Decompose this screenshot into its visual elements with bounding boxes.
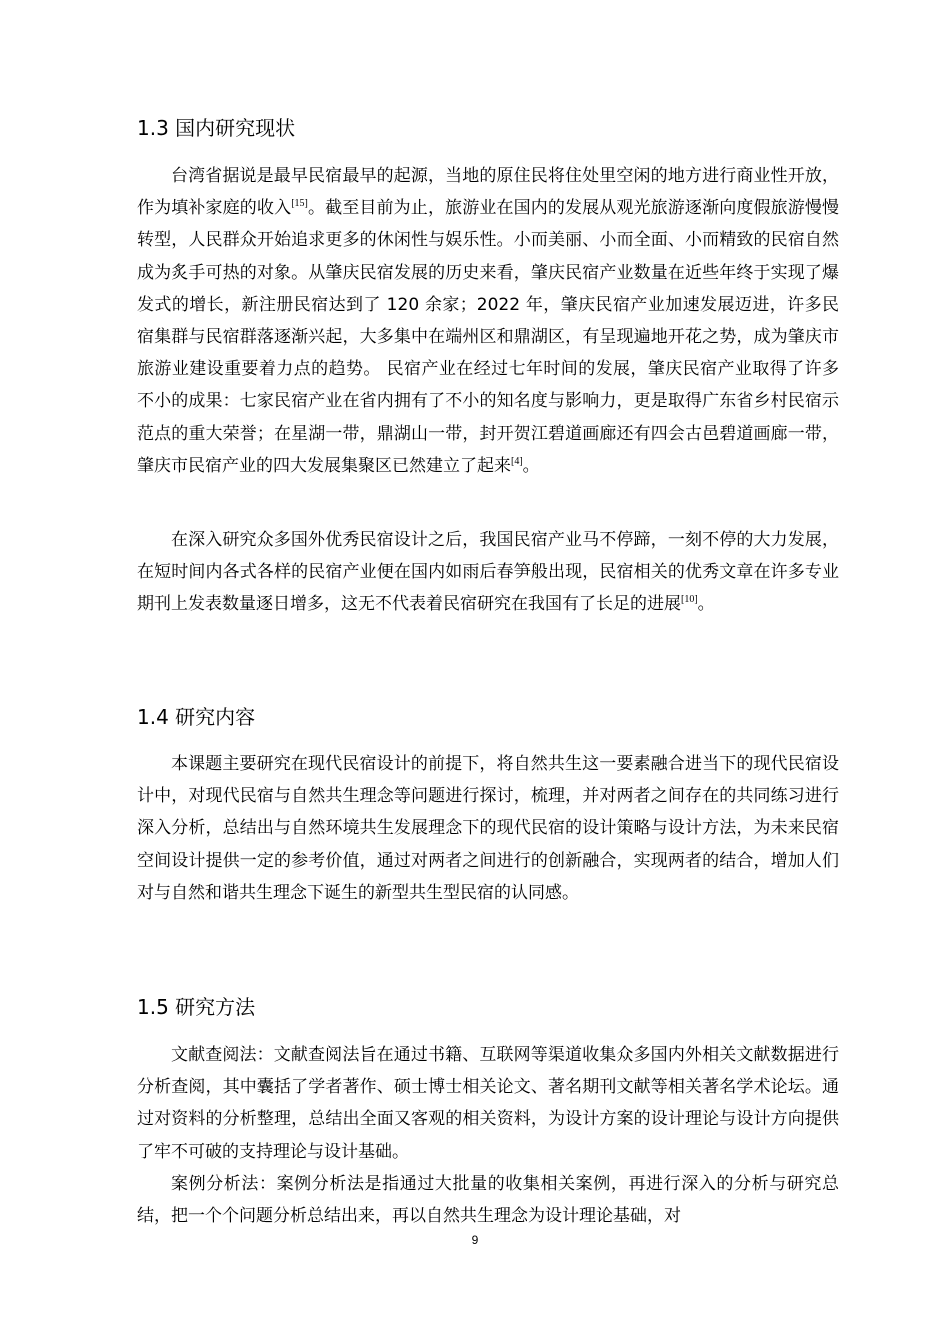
paragraph-research-content <box>137 748 839 909</box>
paragraph-domestic-research-2 <box>137 524 839 621</box>
text-run: 。 <box>522 455 540 476</box>
section-heading-1-5: 1.5 研究方法 <box>137 995 256 1019</box>
citation-ref: [10] <box>681 594 698 606</box>
page-number: 9 <box>471 1233 479 1247</box>
text-run: 本课题主要研究在现代民宿设计的前提下，将自然共生这一要素融合进当下的现代民宿设计中，对现代民宿与自然共生理念等问题进行探讨，梳理，并对两者之间存在的共同练习进行深入分析，总结出与自然环境共生发展理念下的现代民宿的设计策略与设计方法，为未来民宿空间设计提供一定的参考价值，通过对两者之间进行的创新融合，实现两者的结合，增加人们对与自然和谐共生理念下诞生的新型共生型民宿的认同感。 <box>137 754 839 903</box>
text-run: 。 <box>697 594 715 615</box>
citation-ref: [15] <box>291 198 308 210</box>
text-run: 台湾省据说是最早民宿最早的起源，当地的原住民将住处里空闲的地方进行商业性开放，作为填补家庭的收入 <box>137 166 839 219</box>
text-run: 案例分析法：案例分析法是指通过大批量的收集相关案例，再进行深入的分析与研究总结，把一个个问题分析总结出来，再以自然共生理念为设计理论基础，对 <box>137 1174 839 1227</box>
paragraph-case-analysis-method <box>137 1168 839 1232</box>
paragraph-domestic-research-1 <box>137 160 839 482</box>
text-run: 。截至目前为止，旅游业在国内的发展从观光旅游逐渐向度假旅游慢慢转型，人民群众开始追求更多的休闲性与娱乐性。小而美丽、小而全面、小而精致的民宿自然成为炙手可热的对象。从肇庆民宿发展的历史来看，肇庆民宿产业数量在近些年终于实现了爆发式的增长，新注册民宿达到了 120 余家；2022 年，肇庆民宿产业加速发展迈进，许多民宿集群与民宿群落逐渐兴起，大多集中在端州区和鼎湖区，有呈现遍地开花之势，成为肇庆市旅游业建设重要着力点的趋势。 民宿产业在经过七年时间的发展，肇庆民宿产业取得了许多不小的成果：七家民宿产业在省内拥有了不小的知名度与影响力，更是取得广东省乡村民宿示范点的重大荣誉；在星湖一带，鼎湖山一带，封开贺江碧道画廊还有四会古邑碧道画廊一带，肇庆市民宿产业的四大发展集聚区已然建立了起来 <box>137 198 840 476</box>
text-run: 在深入研究众多国外优秀民宿设计之后，我国民宿产业马不停蹄，一刻不停的大力发展，在短时间内各式各样的民宿产业便在国内如雨后春笋般出现，民宿相关的优秀文章在许多专业期刊上发表数量逐日增多，这无不代表着民宿研究在我国有了长足的进展 <box>137 530 839 615</box>
text-run: 文献查阅法：文献查阅法旨在通过书籍、互联网等渠道收集众多国内外相关文献数据进行分析查阅，其中囊括了学者著作、硕士博士相关论文、著名期刊文献等相关著名学术论坛。通过对资料的分析整理，总结出全面又客观的相关资料，为设计方案的设计理论与设计方向提供了牢不可破的支持理论与设计基础。 <box>137 1045 839 1162</box>
paragraph-literature-method <box>137 1039 839 1168</box>
section-heading-1-4: 1.4 研究内容 <box>137 705 256 729</box>
section-heading-1-3: 1.3 国内研究现状 <box>137 116 296 140</box>
citation-ref: [4] <box>511 455 523 467</box>
